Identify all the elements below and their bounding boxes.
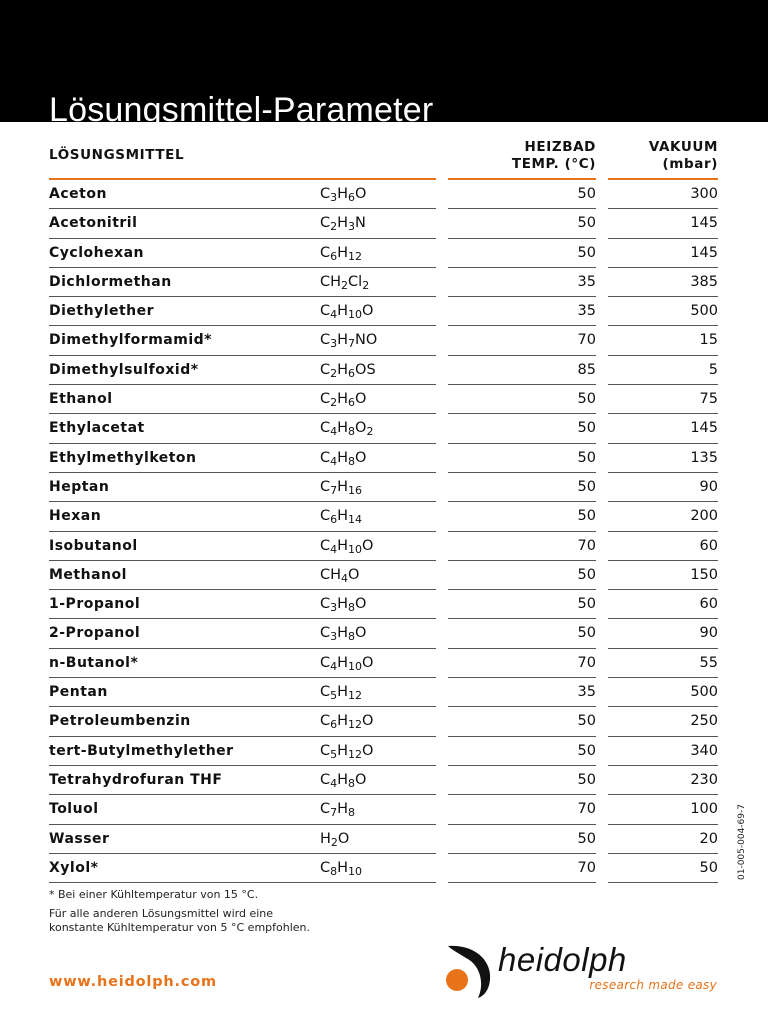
vacuum-value: 145 <box>608 414 718 443</box>
document-code: 01-005-004-69-7 <box>737 804 747 880</box>
formula-subscript: 10 <box>348 542 363 556</box>
formula-element: C <box>320 303 331 320</box>
page-title: Lösungsmittel-Parameter <box>49 90 434 129</box>
heating-bath-temperature: 35 <box>448 678 596 707</box>
formula-element: H <box>337 361 349 378</box>
formula-element: C <box>320 684 331 701</box>
formula-element: H <box>337 625 349 642</box>
formula-subscript: 6 <box>330 249 338 263</box>
formula-element: CH <box>320 566 342 583</box>
formula-subscript: 8 <box>348 601 356 615</box>
formula-subscript: 12 <box>348 747 363 761</box>
formula-subscript: 6 <box>330 718 338 732</box>
solvent-formula <box>320 854 436 883</box>
solvent-name: Dichlormethan <box>49 268 320 297</box>
table-row <box>0 502 768 531</box>
formula-element: Cl <box>348 273 363 290</box>
heating-bath-temperature: 50 <box>448 239 596 268</box>
formula-subscript: 10 <box>348 308 363 322</box>
formula-element: O <box>348 566 360 583</box>
table-row <box>0 619 768 648</box>
formula-subscript: 6 <box>348 366 356 380</box>
vacuum-value: 250 <box>608 707 718 736</box>
solvent-formula <box>320 414 436 443</box>
vacuum-value: 20 <box>608 825 718 854</box>
footnote-star: * Bei einer Kühltemperatur von 15 °C. <box>49 888 259 901</box>
solvent-formula <box>320 825 436 854</box>
formula-element: C <box>320 361 331 378</box>
formula-element: NO <box>355 332 378 349</box>
website-link[interactable]: www.heidolph.com <box>49 974 217 990</box>
solvent-name: Ethylacetat <box>49 414 320 443</box>
formula-subscript: 5 <box>330 747 338 761</box>
column-header-temperature-line1: HEIZBAD <box>524 139 596 155</box>
solvent-name: tert-Butylmethylether <box>49 737 320 766</box>
solvent-formula <box>320 766 436 795</box>
table-row <box>0 209 768 238</box>
formula-element: H <box>337 801 349 818</box>
solvent-name: Dimethylformamid* <box>49 326 320 355</box>
table-row <box>0 561 768 590</box>
heating-bath-temperature: 35 <box>448 268 596 297</box>
formula-element: C <box>320 391 331 408</box>
formula-subscript: 2 <box>341 278 349 292</box>
formula-element: O <box>355 391 367 408</box>
solvent-name: Acetonitril <box>49 209 320 238</box>
solvent-name: Isobutanol <box>49 532 320 561</box>
formula-subscript: 14 <box>348 513 363 527</box>
solvent-name: Methanol <box>49 561 320 590</box>
formula-subscript: 4 <box>330 425 338 439</box>
solvent-table <box>0 180 768 883</box>
heating-bath-temperature: 70 <box>448 795 596 824</box>
brand-tagline: research made easy <box>589 978 717 992</box>
formula-element: C <box>320 508 331 525</box>
table-row <box>0 239 768 268</box>
formula-element: OS <box>355 361 376 378</box>
formula-element: H <box>337 186 349 202</box>
solvent-formula <box>320 532 436 561</box>
solvent-name: Hexan <box>49 502 320 531</box>
solvent-name: Cyclohexan <box>49 239 320 268</box>
solvent-formula <box>320 678 436 707</box>
formula-subscript: 16 <box>348 483 363 497</box>
solvent-name: Aceton <box>49 180 320 209</box>
table-row <box>0 268 768 297</box>
formula-element: H <box>337 771 349 788</box>
formula-subscript: 8 <box>330 864 338 878</box>
table-row <box>0 854 768 883</box>
formula-subscript: 2 <box>330 396 338 410</box>
solvent-name: Petroleumbenzin <box>49 707 320 736</box>
formula-element: H <box>337 742 349 759</box>
formula-element: H <box>337 332 349 349</box>
solvent-formula <box>320 619 436 648</box>
formula-element: C <box>320 478 331 495</box>
formula-element: H <box>337 654 349 671</box>
column-header-solvent: LÖSUNGSMITTEL <box>49 147 185 163</box>
solvent-formula <box>320 795 436 824</box>
table-row <box>0 444 768 473</box>
formula-subscript: 4 <box>330 659 338 673</box>
vacuum-value: 90 <box>608 619 718 648</box>
formula-subscript: 4 <box>330 542 338 556</box>
formula-subscript: 3 <box>330 601 338 615</box>
solvent-formula <box>320 239 436 268</box>
heating-bath-temperature: 50 <box>448 209 596 238</box>
heating-bath-temperature: 50 <box>448 707 596 736</box>
vacuum-value: 145 <box>608 209 718 238</box>
table-row <box>0 678 768 707</box>
formula-element: O <box>355 596 367 613</box>
formula-subscript: 7 <box>330 483 338 497</box>
solvent-formula <box>320 737 436 766</box>
formula-element: H <box>337 420 349 437</box>
heating-bath-temperature: 50 <box>448 825 596 854</box>
solvent-formula <box>320 649 436 678</box>
formula-element: C <box>320 596 331 613</box>
solvent-formula <box>320 707 436 736</box>
formula-subscript: 4 <box>330 776 338 790</box>
heating-bath-temperature: 50 <box>448 590 596 619</box>
vacuum-value: 200 <box>608 502 718 531</box>
vacuum-value: 75 <box>608 385 718 414</box>
formula-element: C <box>320 771 331 788</box>
solvent-name: Heptan <box>49 473 320 502</box>
formula-element: C <box>320 742 331 759</box>
formula-element: C <box>320 654 331 671</box>
column-header-vacuum-line1: VAKUUM <box>648 139 718 155</box>
heating-bath-temperature: 50 <box>448 766 596 795</box>
formula-element: C <box>320 801 331 818</box>
solvent-name: Xylol* <box>49 854 320 883</box>
formula-subscript: 10 <box>348 864 363 878</box>
formula-element: C <box>320 244 331 261</box>
solvent-formula <box>320 209 436 238</box>
formula-subscript: 3 <box>330 630 338 644</box>
solvent-name: 1-Propanol <box>49 590 320 619</box>
table-row <box>0 795 768 824</box>
formula-subscript: 8 <box>348 630 356 644</box>
formula-subscript: 10 <box>348 659 363 673</box>
solvent-formula <box>320 561 436 590</box>
formula-element: H <box>337 244 349 261</box>
formula-subscript: 7 <box>330 806 338 820</box>
formula-subscript: 2 <box>330 366 338 380</box>
formula-element: O <box>362 537 374 554</box>
heating-bath-temperature: 85 <box>448 356 596 385</box>
solvent-name: Toluol <box>49 795 320 824</box>
solvent-formula <box>320 180 436 209</box>
heating-bath-temperature: 50 <box>448 619 596 648</box>
formula-element: H <box>337 215 349 232</box>
table-row <box>0 326 768 355</box>
formula-element: O <box>337 830 350 847</box>
table-row <box>0 297 768 326</box>
table-row <box>0 707 768 736</box>
formula-element: H <box>337 859 349 876</box>
formula-subscript: 8 <box>348 776 356 790</box>
solvent-formula <box>320 385 436 414</box>
formula-subscript: 3 <box>330 191 338 204</box>
heating-bath-temperature: 50 <box>448 414 596 443</box>
formula-element: C <box>320 625 331 642</box>
vacuum-value: 500 <box>608 297 718 326</box>
table-row <box>0 414 768 443</box>
formula-element: C <box>320 537 331 554</box>
formula-subscript: 2 <box>330 220 338 234</box>
formula-element: H <box>337 478 349 495</box>
table-row <box>0 737 768 766</box>
vacuum-value: 5 <box>608 356 718 385</box>
formula-element: H <box>337 508 349 525</box>
table-row <box>0 385 768 414</box>
column-header-vacuum-line2: (mbar) <box>662 156 718 172</box>
solvent-formula <box>320 502 436 531</box>
formula-element: N <box>355 215 366 232</box>
heating-bath-temperature: 50 <box>448 737 596 766</box>
solvent-formula <box>320 297 436 326</box>
vacuum-value: 230 <box>608 766 718 795</box>
table-row <box>0 473 768 502</box>
heating-bath-temperature: 50 <box>448 444 596 473</box>
formula-subscript: 3 <box>330 337 338 351</box>
solvent-name: Wasser <box>49 825 320 854</box>
heating-bath-temperature: 50 <box>448 473 596 502</box>
formula-element: O <box>355 625 367 642</box>
formula-subscript: 2 <box>330 835 338 849</box>
formula-subscript: 8 <box>348 425 356 439</box>
formula-element: C <box>320 420 331 437</box>
heating-bath-temperature: 50 <box>448 385 596 414</box>
formula-subscript: 8 <box>348 454 356 468</box>
formula-subscript: 2 <box>366 425 374 439</box>
formula-subscript: 6 <box>348 191 356 204</box>
column-header-temperature <box>512 139 596 173</box>
formula-element: O <box>362 713 374 730</box>
formula-subscript: 12 <box>348 718 363 732</box>
solvent-formula <box>320 356 436 385</box>
formula-element: H <box>337 537 349 554</box>
vacuum-value: 100 <box>608 795 718 824</box>
vacuum-value: 15 <box>608 326 718 355</box>
formula-element: O <box>355 420 367 437</box>
brand-name: heidolph <box>498 941 627 978</box>
formula-element: C <box>320 449 331 466</box>
vacuum-value: 60 <box>608 532 718 561</box>
solvent-name: Diethylether <box>49 297 320 326</box>
formula-element: C <box>320 713 331 730</box>
solvent-name: 2-Propanol <box>49 619 320 648</box>
formula-subscript: 3 <box>348 220 356 234</box>
formula-subscript: 4 <box>330 454 338 468</box>
formula-element: O <box>355 449 367 466</box>
formula-element: H <box>337 449 349 466</box>
vacuum-value: 150 <box>608 561 718 590</box>
solvent-formula <box>320 444 436 473</box>
formula-element: C <box>320 215 331 232</box>
vacuum-value: 60 <box>608 590 718 619</box>
formula-element: O <box>362 303 374 320</box>
solvent-name: Tetrahydrofuran THF <box>49 766 320 795</box>
formula-element: O <box>362 654 374 671</box>
heating-bath-temperature: 50 <box>448 502 596 531</box>
formula-element: H <box>337 684 349 701</box>
vacuum-value: 55 <box>608 649 718 678</box>
formula-element: O <box>362 742 374 759</box>
formula-element: CH <box>320 273 342 290</box>
solvent-formula <box>320 590 436 619</box>
solvent-name: n-Butanol* <box>49 649 320 678</box>
formula-subscript: 12 <box>348 689 363 703</box>
vacuum-value: 90 <box>608 473 718 502</box>
solvent-formula <box>320 268 436 297</box>
formula-element: C <box>320 186 331 202</box>
vacuum-value: 145 <box>608 239 718 268</box>
vacuum-value: 500 <box>608 678 718 707</box>
formula-element: O <box>355 186 367 202</box>
solvent-name: Ethanol <box>49 385 320 414</box>
formula-element: H <box>337 391 349 408</box>
heating-bath-temperature: 70 <box>448 854 596 883</box>
formula-element: C <box>320 859 331 876</box>
heating-bath-temperature: 50 <box>448 561 596 590</box>
formula-subscript: 8 <box>348 806 356 820</box>
solvent-name: Pentan <box>49 678 320 707</box>
formula-subscript: 4 <box>330 308 338 322</box>
solvent-name: Ethylmethylketon <box>49 444 320 473</box>
vacuum-value: 300 <box>608 180 718 209</box>
solvent-name: Dimethylsulfoxid* <box>49 356 320 385</box>
table-row <box>0 590 768 619</box>
formula-subscript: 6 <box>330 513 338 527</box>
table-row <box>0 766 768 795</box>
footnote-line-2: konstante Kühltemperatur von 5 °C empfohlen. <box>49 921 311 934</box>
formula-element: C <box>320 332 331 349</box>
table-row <box>0 356 768 385</box>
vacuum-value: 385 <box>608 268 718 297</box>
formula-element: H <box>337 303 349 320</box>
formula-subscript: 5 <box>330 689 338 703</box>
vacuum-value: 135 <box>608 444 718 473</box>
formula-subscript: 7 <box>348 337 356 351</box>
heating-bath-temperature: 70 <box>448 649 596 678</box>
formula-element: H <box>337 713 349 730</box>
formula-subscript: 4 <box>341 571 349 585</box>
formula-element: H <box>337 596 349 613</box>
heating-bath-temperature: 70 <box>448 532 596 561</box>
heating-bath-temperature: 50 <box>448 180 596 209</box>
formula-subscript: 12 <box>348 249 363 263</box>
heating-bath-temperature: 70 <box>448 326 596 355</box>
table-row <box>0 180 768 209</box>
vacuum-value: 340 <box>608 737 718 766</box>
formula-element: H <box>320 830 331 847</box>
table-row <box>0 532 768 561</box>
vacuum-value: 50 <box>608 854 718 883</box>
heating-bath-temperature: 35 <box>448 297 596 326</box>
solvent-formula <box>320 473 436 502</box>
formula-subscript: 2 <box>362 278 370 292</box>
solvent-formula <box>320 326 436 355</box>
column-header-vacuum <box>649 139 718 173</box>
table-row <box>0 825 768 854</box>
footnote-line-1: Für alle anderen Lösungsmittel wird eine <box>49 907 274 920</box>
formula-element: O <box>355 771 367 788</box>
formula-subscript: 6 <box>348 396 356 410</box>
column-header-temperature-line2: TEMP. (°C) <box>511 156 596 172</box>
table-row <box>0 649 768 678</box>
